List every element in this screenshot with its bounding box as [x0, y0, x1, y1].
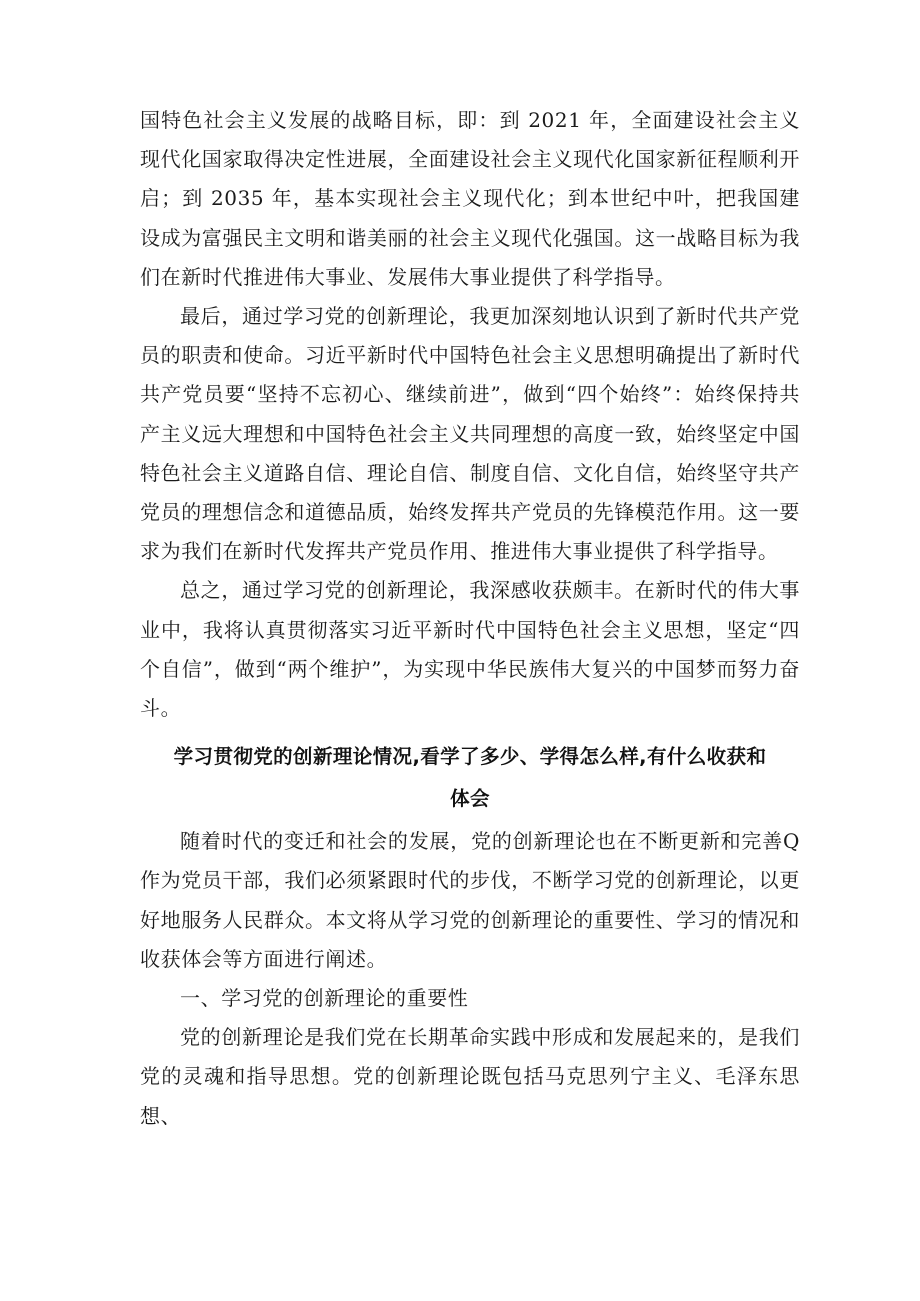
paragraph-in-summary: 总之，通过学习党的创新理论，我深感收获颇丰。在新时代的伟大事业中，我将认真贯彻落实习近平新时代中国特色社会主义思想，坚定“四个自信”，做到“两个维护”，为实现中华民族伟大复兴的中国梦而努力奋斗。: [140, 578, 800, 721]
paragraph-strategic-goal: 国特色社会主义发展的战略目标，即：到 2021 年，全面建设社会主义现代化国家取得决定性进展，全面建设社会主义现代化国家新征程顺利开启；到 2035 年，基本实现社会主义现代化；到本世纪中叶，把我国建设成为富强民主文明和谐美丽的社会主义现代化强国。这一战略目标为我们在新时代推进伟大事业、发展伟大事业提供了科学指导。: [140, 108, 800, 289]
subsection-title-importance: 一、学习党的创新理论的重要性: [180, 986, 469, 1011]
paragraph-theory-description: 党的创新理论是我们党在长期革命实践中形成和发展起来的，是我们党的灵魂和指导思想。党的创新理论既包括马克思列宁主义、毛泽东思想、: [140, 1025, 800, 1128]
paragraph-finally: 最后，通过学习党的创新理论，我更加深刻地认识到了新时代共产党员的职责和使命。习近平新时代中国特色社会主义思想明确提出了新时代共产党员要“坚持不忘初心、继续前进”，做到“四个始终”：始终保持共产主义远大理想和中国特色社会主义共同理想的高度一致，始终坚定中国特色社会主义道路自信、理论自信、制度自信、文化自信，始终坚守共产党员的理想信念和道德品质，始终发挥共产党员的先锋模范作用。这一要求为我们在新时代发挥共产党员作用、推进伟大事业提供了科学指导。: [140, 304, 800, 564]
section-heading: [140, 736, 800, 820]
paragraph-introduction: 随着时代的变迁和社会的发展，党的创新理论也在不断更新和完善Q作为党员干部，我们必须紧跟时代的步伐，不断学习党的创新理论，以更好地服务人民群众。本文将从学习党的创新理论的重要性、学习的情况和收获体会等方面进行阐述。: [140, 829, 800, 971]
heading-line-1: 学习贯彻党的创新理论情况,看学了多少、学得怎么样,有什么收获和: [173, 745, 767, 769]
document-body: [140, 101, 800, 1136]
heading-line-2: 体会: [450, 787, 490, 811]
